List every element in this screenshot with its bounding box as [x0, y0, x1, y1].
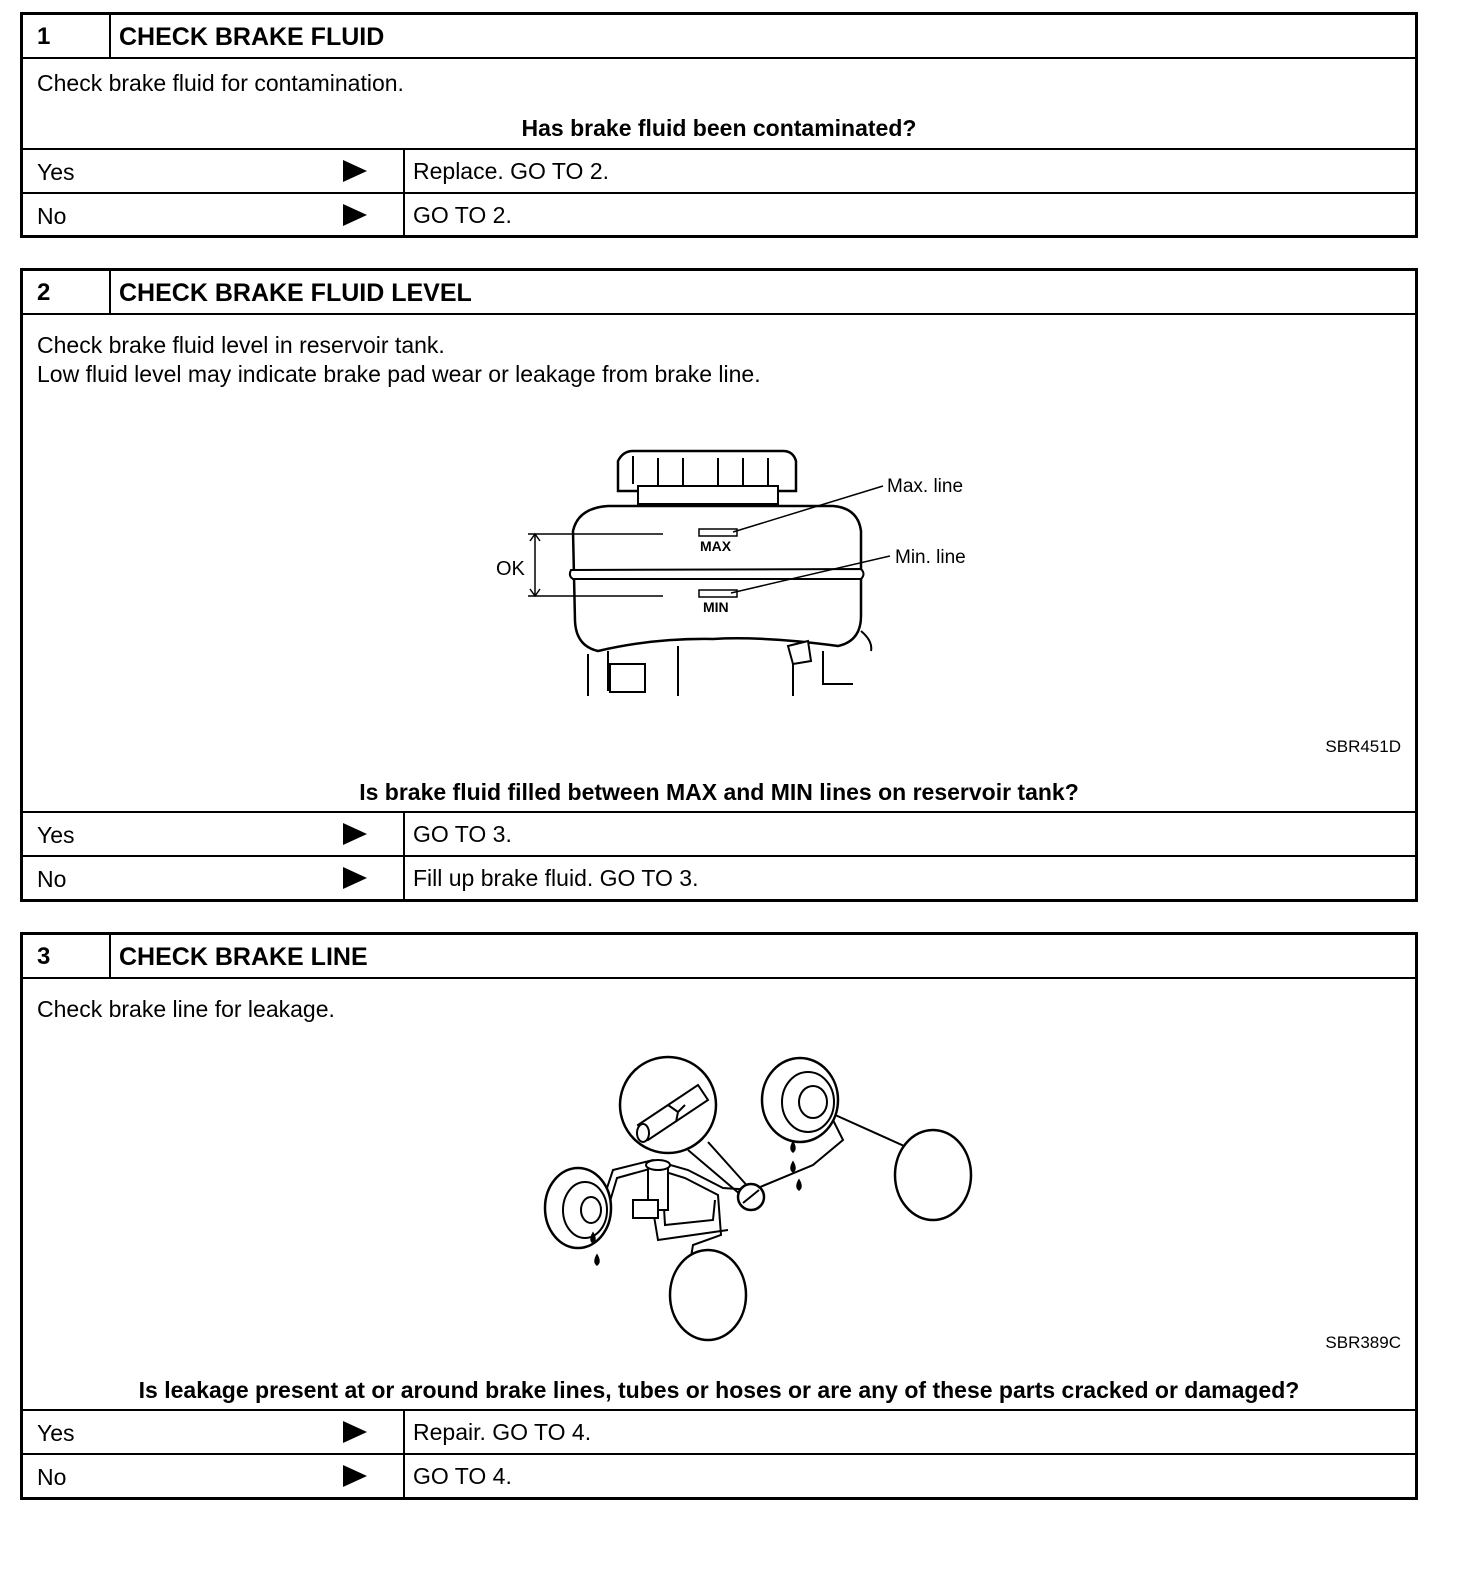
arrow-right-icon: [343, 1421, 367, 1443]
step-number: 1: [23, 15, 111, 59]
step-title: CHECK BRAKE FLUID: [119, 23, 385, 51]
answer-row-no: [23, 855, 1415, 899]
brake-line-figure: [513, 1050, 993, 1350]
step-question: Is brake fluid filled between MAX and MIN lines on reservoir tank?: [359, 779, 1079, 805]
answer-row-yes: [23, 811, 1415, 855]
answer-row-no: [23, 192, 1415, 236]
answer-label: No: [37, 866, 67, 892]
answer-action: Repair. GO TO 4.: [403, 1411, 591, 1453]
step-3-box: [20, 932, 1418, 1500]
ok-label: OK: [496, 558, 525, 580]
answer-label: Yes: [37, 822, 75, 848]
answer-action: GO TO 3.: [403, 813, 512, 855]
answer-action: Fill up brake fluid. GO TO 3.: [403, 857, 699, 899]
answer-action: GO TO 2.: [403, 194, 512, 236]
step-title: CHECK BRAKE FLUID LEVEL: [119, 279, 472, 307]
step-instruction: Low fluid level may indicate brake pad wear or leakage from brake line.: [37, 361, 761, 387]
min-mark-label: MIN: [703, 599, 729, 615]
arrow-right-icon: [343, 160, 367, 182]
step-header: [23, 935, 1415, 979]
step-header: [23, 15, 1415, 59]
answer-label: No: [37, 203, 67, 229]
answer-row-no: [23, 1453, 1415, 1497]
figure-code: SBR451D: [1325, 737, 1401, 756]
answer-action: GO TO 4.: [403, 1455, 512, 1497]
answer-label: No: [37, 1464, 67, 1490]
step-title: CHECK BRAKE LINE: [119, 943, 368, 971]
arrow-right-icon: [343, 204, 367, 226]
arrow-right-icon: [343, 867, 367, 889]
step-header: [23, 271, 1415, 315]
answer-action: Replace. GO TO 2.: [403, 150, 609, 192]
reservoir-tank-figure: [463, 446, 1003, 711]
answer-row-yes: [23, 1409, 1415, 1453]
step-instruction: Check brake fluid level in reservoir tank.: [37, 332, 445, 358]
min-line-label: Min. line: [895, 547, 966, 568]
arrow-right-icon: [343, 1465, 367, 1487]
answer-row-yes: [23, 148, 1415, 192]
figure-code: SBR389C: [1325, 1333, 1401, 1352]
step-question: Has brake fluid been contaminated?: [521, 115, 917, 141]
step-instruction: Check brake fluid for contamination.: [37, 70, 404, 96]
step-1-box: [20, 12, 1418, 238]
step-2-box: [20, 268, 1418, 902]
max-line-label: Max. line: [887, 476, 964, 497]
step-number: 2: [23, 271, 111, 315]
arrow-right-icon: [343, 823, 367, 845]
step-instruction: Check brake line for leakage.: [37, 996, 335, 1022]
step-question: Is leakage present at or around brake lines, tubes or hoses or are any of these parts cracked or damaged?: [138, 1377, 1300, 1403]
answer-label: Yes: [37, 159, 75, 185]
max-mark-label: MAX: [700, 538, 732, 554]
answer-label: Yes: [37, 1420, 75, 1446]
step-number: 3: [23, 935, 111, 979]
